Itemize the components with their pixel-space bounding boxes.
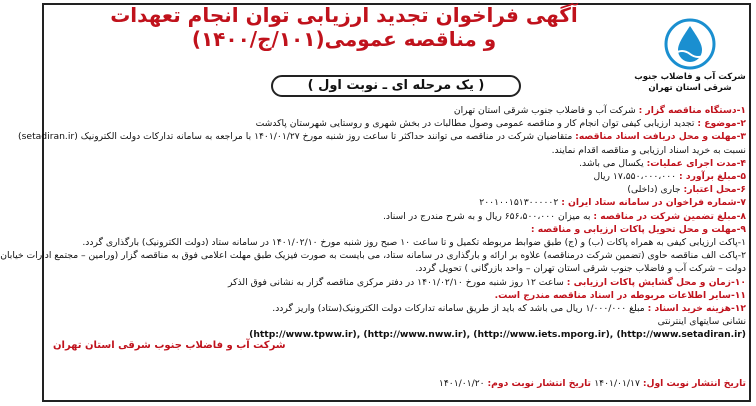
item-label: ۱۰-زمان و محل گشایش پاکات ارزیابی : <box>566 276 746 288</box>
item-value: ۲۰۰۱۰۰۱۵۱۳۰۰۰۰۰۲ <box>479 197 562 209</box>
item-row <box>56 117 746 130</box>
first-date-value: ۱۴۰۱/۰۱/۱۷ <box>594 378 643 389</box>
item-value: ۱-پاکت ارزیابی کیفی به همراه پاکات (ب) و (ج) طبق ضوابط مربوطه تکمیل و تا ساعت ۱۰ صبح روز شنبه مورخ ۱۴۰۱/۰۲/۱۰ در سامانه ستاد (دولت الکترونیک) بارگذاری گردد. <box>82 237 746 249</box>
item-label: ۸-مبلغ تضمین شرکت در مناقصه : <box>593 210 746 222</box>
item-value: نسبت به خرید اسناد ارزیابی و مناقصه اقدام نمایند. <box>551 144 746 156</box>
item-label: ۷-شماره فراخوان در سامانه ستاد ایران : <box>561 197 746 209</box>
item-row <box>0 249 746 262</box>
item-row <box>56 289 746 302</box>
item-label: ۱۲-هزینه خرید اسناد : <box>647 303 746 315</box>
item-row <box>56 236 746 249</box>
item-row <box>56 157 746 170</box>
second-date-value: ۱۴۰۱/۰۱/۲۰ <box>438 378 488 389</box>
logo-org-line1: شرکت آب و فاضلاب جنوب <box>634 72 746 82</box>
first-date-label: تاریخ انتشار نوبت اول: <box>642 378 746 389</box>
item-value: نشانی سایتهای اینترنتی <box>657 316 746 328</box>
item-label: ۱-دستگاه مناقصه گزار : <box>638 105 746 116</box>
item-row <box>56 183 746 196</box>
item-row <box>56 104 746 117</box>
item-row <box>56 170 746 183</box>
item-row <box>56 210 746 223</box>
item-value: ۱۷،۵۵۰،۰۰۰،۰۰۰ ریال <box>593 171 679 183</box>
item-label: ۲-موضوع : <box>697 118 746 130</box>
item-value: دولت – شرکت آب و فاضلاب جنوب شرقی استان تهران – واحد بازرگانی ) تحویل گردد. <box>415 263 746 275</box>
stage-badge: ( یک مرحله ای ـ نوبت اول ) <box>271 75 521 97</box>
item-row <box>56 196 746 209</box>
company-logo <box>634 18 746 100</box>
item-label: ۱۱-سایر اطلاعات مربوطه در اسناد مناقصه مندرج است. <box>494 289 746 301</box>
item-value: یکسال می باشد. <box>579 157 647 169</box>
item-value: متقاضیان شرکت در مناقصه می توانند حداکثر تا ساعت روز شنبه مورخ ۱۴۰۱/۰۱/۲۷ با مراجعه به سامانه تدارکات دولت الکترونیک (setadiran.ir) <box>18 131 576 143</box>
item-label: ۴-مدت اجرای عملیات: <box>646 157 746 169</box>
item-row <box>56 223 746 236</box>
ad-title <box>64 3 624 51</box>
item-row <box>56 144 746 157</box>
item-row <box>56 315 746 328</box>
logo-org-line2: شرقی استان تهران <box>648 83 732 93</box>
second-date-label: تاریخ انتشار نوبت دوم: <box>487 378 592 389</box>
item-row <box>56 276 746 289</box>
item-value: تجدید ارزیابی کیفی توان انجام کار و مناقصه عمومی وصول مطالبات در بخش شهری و روستایی شهرستان پاکدشت <box>255 118 698 130</box>
company-signature: شرکت آب و فاضلاب جنوب شرقی استان تهران <box>53 340 286 351</box>
title-line-1: آگهی فراخوان تجدید ارزیابی توان انجام تعهدات <box>110 3 578 27</box>
item-label: ۵-مبلغ برآورد : <box>679 171 746 183</box>
item-value: شرکت آب و فاضلاب جنوب شرقی استان تهران <box>453 105 639 116</box>
item-row <box>18 130 746 143</box>
item-label: ۳-مهلت و محل دریافت اسناد مناقصه: <box>575 131 746 143</box>
item-value: جاری (داخلی) <box>627 184 684 196</box>
title-line-2: و مناقصه عمومی(۱۰۱/ج/۱۴۰۰) <box>191 27 497 51</box>
item-label: ۶-محل اعتبار: <box>683 184 746 196</box>
item-row <box>56 302 746 315</box>
item-value: مبلغ ۱/۰۰۰/۰۰۰ ریال می باشد که باید از طریق سامانه تدارکات دولت الکترونیک(ستاد) واریز گردد. <box>272 303 648 315</box>
item-row <box>56 262 746 275</box>
water-drop-icon <box>662 18 718 70</box>
item-value: ۲-پاکت الف مناقصه حاوی (تضمین شرکت درمناقصه) علاوه بر ارائه و بارگذاری در سامانه ستاد، می بایست به صورت فیزیک طبق مهلت اعلامی فوق به مناقصه گزار (ورامین – مجتمع ادارات خیابان <box>0 250 746 262</box>
publication-dates <box>439 378 746 389</box>
item-value: ساعت ۱۲ روز شنبه مورخ ۱۴۰۱/۰۲/۱۰ در دفتر مرکزی مناقصه گزار به نشانی فوق الذکر <box>228 276 567 288</box>
item-value: به میزان ۶۵۶،۵۰۰،۰۰۰ ریال و به شرح مندرج در اسناد. <box>382 210 594 222</box>
website-list[interactable]: (http://www.tpww.ir), (http://www.nww.ir), (http://www.iets.mporg.ir), (http://www.setadiran.ir) <box>249 329 746 341</box>
item-label: ۹-مهلت و محل تحویل پاکات ارزیابی و مناقصه : <box>530 223 746 235</box>
ad-body <box>0 104 746 342</box>
